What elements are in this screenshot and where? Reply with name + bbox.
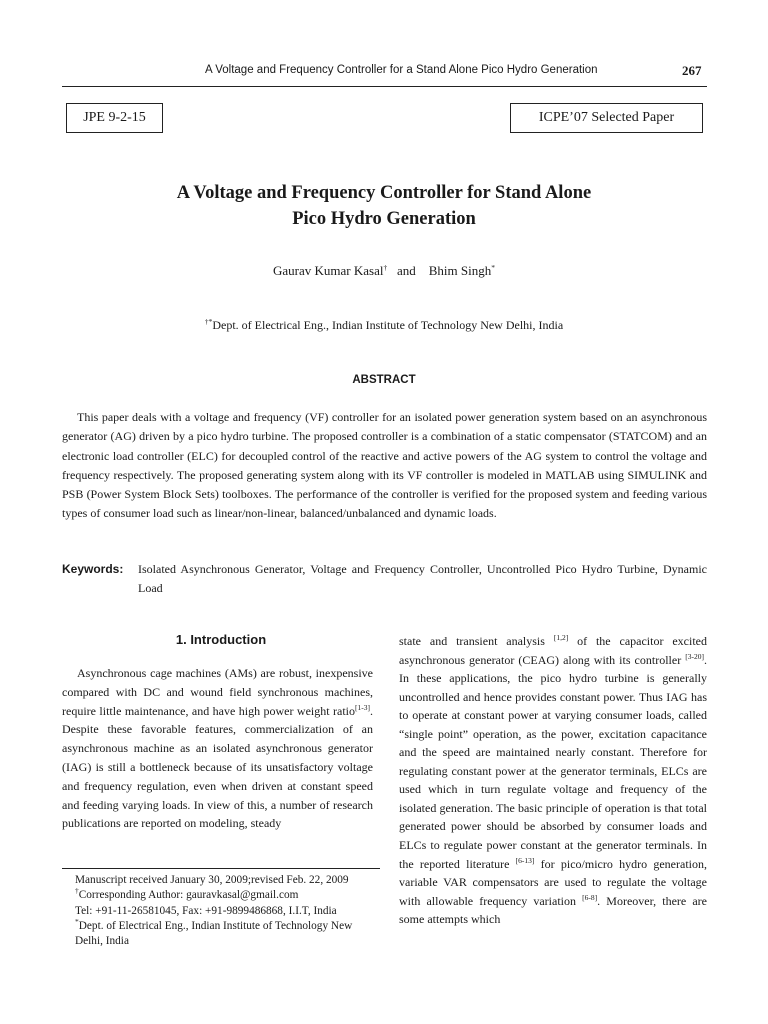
citation-1-2: [1,2] — [553, 633, 569, 642]
footnote-rule — [62, 868, 380, 869]
footnote-contact: Tel: +91-11-26581045, Fax: +91-9899486868, I.I.T, India — [75, 904, 337, 917]
abstract-heading: ABSTRACT — [352, 374, 416, 386]
keywords — [62, 560, 707, 598]
keywords-text: Isolated Asynchronous Generator, Voltage and Frequency Controller, Uncontrolled Pico Hydro Turbine, Dynamic Load — [138, 562, 707, 595]
citation-3-20: [3-20] — [685, 651, 704, 661]
affiliation-mark: †* — [204, 317, 213, 326]
journal-code-label: JPE 9-2-15 — [66, 103, 163, 133]
keywords-label: Keywords: — [62, 562, 124, 576]
footnote-corresponding-mark: † — [75, 886, 79, 896]
author-conjunction: and — [396, 263, 416, 278]
intro-left-column — [62, 664, 373, 833]
intro-right-text-e: . Moreover, there are some attempts which — [399, 893, 708, 927]
affiliation — [0, 318, 768, 333]
citation-1-3: [1-3] — [355, 702, 370, 712]
intro-right-text-c: . In these applications, the pico hydro turbine is generally uncontrolled and hence provides constant power. Thus IAG has to operate at constant power at varying consumer loads, called “single point” operation, as the power, excitation capacitance and the speed are maintained nearly constant. Therefore for regulating constant power at the generator terminals, ELCs are used which in turn regulate voltage and frequency of the isolated generation. The basic principle of operation is that total generated power should be absorbed by consumer loads and ELCs to regulate power constant at the generator terminals. In the reported literature — [399, 652, 707, 871]
intro-right-text-a: state and transient analysis — [399, 634, 554, 648]
citation-6-8: [6-8] — [582, 892, 598, 902]
author-1-mark: † — [383, 263, 388, 272]
page-number: 267 — [682, 63, 702, 78]
author-2: Bhim Singh — [428, 263, 492, 278]
paper-title-line-2: Pico Hydro Generation — [292, 209, 476, 229]
intro-right-column — [399, 632, 707, 929]
citation-6-13: [6-13] — [515, 855, 535, 865]
intro-left-text-b: . Despite these favorable features, commercialization of an asynchronous machine as an isolated asynchronous generator (IAG) is still a bottleneck because of its unsatisfactory voltage and frequency regulation, even when driven at constant speed and feeding varying loads. In view of this, a number of research publications are reported on modeling, steady — [62, 703, 373, 831]
footnotes — [62, 873, 380, 949]
author-2-mark: * — [491, 263, 495, 272]
footnote-dept-mark: * — [75, 916, 79, 926]
section-heading-introduction: 1. Introduction — [175, 632, 267, 647]
intro-left-text-a: Asynchronous cage machines (AMs) are robust, inexpensive compared with DC and wound field synchronous machines, require little maintenance, and have high power weight ratio — [62, 666, 373, 718]
authors — [0, 263, 768, 279]
footnote-dept-line-2: Delhi, India — [75, 935, 129, 948]
footnote-dept — [62, 916, 380, 934]
paper-title — [0, 180, 768, 232]
footnote-corresponding-text: Corresponding Author: gauravkasal@gmail.com — [78, 889, 299, 902]
abstract-body: This paper deals with a voltage and frequency (VF) controller for an isolated power generation system based on an asynchronous generator (AG) driven by a pico hydro turbine. The proposed controller is a combination of a static compensator (STATCOM) and an electronic load controller (ELC) for decoupled control of the reactive and active powers of the AG system to control the voltage and frequency respectively. The proposed generating system along with its VF controller is modeled in MATLAB using SIMULINK and PSB (Power System Block Sets) toolboxes. The performance of the controller is verified for the proposed system and feeding various types of consumer load such as linear/non-linear, balanced/unbalanced and dynamic loads. — [62, 410, 707, 521]
header-rule — [62, 86, 707, 87]
intro-right-text-b: of the capacitor excited asynchronous generator (CEAG) along with its controller — [399, 634, 707, 667]
running-head-title: A Voltage and Frequency Controller for a Stand Alone Pico Hydro Generation — [205, 64, 598, 76]
footnote-corresponding — [62, 888, 380, 903]
paper-title-line-1: A Voltage and Frequency Controller for Stand Alone — [176, 183, 592, 203]
author-1: Gaurav Kumar Kasal — [273, 263, 384, 278]
footnote-dept-text: Dept. of Electrical Eng., Indian Institute of Technology New — [78, 919, 353, 932]
footnote-received: Manuscript received January 30, 2009;revised Feb. 22, 2009 — [75, 874, 349, 886]
affiliation-text: Dept. of Electrical Eng., Indian Institute of Technology New Delhi, India — [212, 318, 564, 332]
intro-right-text-d: for pico/micro hydro generation, variable VAR compensators are used to regulate the voltage with allowable frequency variation — [399, 856, 707, 908]
conference-label: ICPE’07 Selected Paper — [510, 103, 703, 133]
